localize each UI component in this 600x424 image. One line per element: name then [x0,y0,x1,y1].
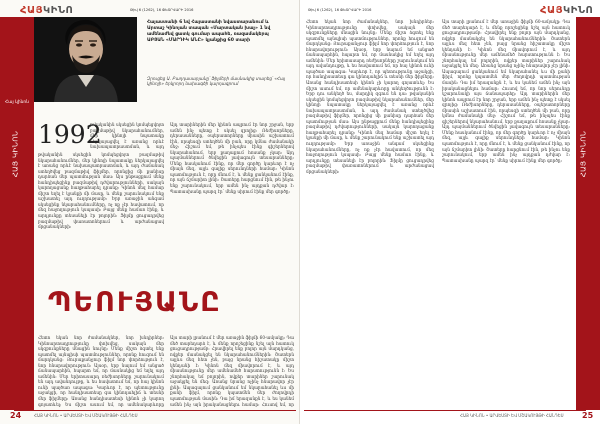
column-3 [306,19,434,407]
footer-text-left: ՀԱՅ ԿԻՆՈՆ • ԱՐՎԵՍՏԻ ԵՎ ՄՇԱԿՈՒՅԹԻ ՀԱՆԴԵՍ [34,413,138,418]
column-1-text: թվականին սկսեցին կոմպեցվոյտ բազմաթիվ նկարահանումներ, մեր կինոյի նպատակը ներկայացվել է առանց որևէ նախապատրաստման, և այդ ժամանակ ստեղծվեց բազմաթիվ ֆիլմեր, որոնցից մի քանիսը դարձան մեր պատմության մաս։ Այս ընթացքում մենք հանդիպեցինք բազմաթիվ դժվարությունների, սակայն կարողացանք հաղթահարել դրանք։ Կինոն մեզ համար միշտ եղել է կյանքի մի մասը, և մենք շարունակում ենք աշխատել այդ ուղղությամբ։ Երբ առաջին անգամ սկսեցինք նկարահանումները, ոչ ոք չէր հավատում, որ մեզ հաջողություն կսպասի։ Բայց մենք համառ էինք, և արդյունքը տեսանելի էր բոլորին։ Ֆիլմը ցուցադրվեց բազմաթիվ փառատոներում և արժանացավ մրցանակների։ [38,152,164,230]
left-vertical-label: ՀԱՅ ԿԻՆՈՆ [11,130,20,178]
footer-text-right: ՀԱՅ ԿԻՆՈՆ • ԱՐՎԵՍՏԻ ԵՎ ՄՇԱԿՈՒՅԹԻ ՀԱՆԴԵՍ [460,413,564,418]
column-2-bottom-text: Այս տարի լրանում է մեր առաջին ֆիլմի 60-ամյակը։ Դա մեծ տարեդարձ է, և մենք որոշեցինք նշել այն հատուկ ցուցադրությամբ։ Հրավիրել ենք բոլոր այն մարդկանց, ովքեր մասնակցել են նկարահանումներին։ Շատերն այլևս մեզ հետ չեն, բայց նրանց հիշատակը միշտ կենդանի է։ Կինոն մեզ միավորում է, և այդ միասնությունը մեր ամենամեծ հարստությունն է։ Ես շնորհակալ եմ բոլորին, ովքեր տարիներ շարունակ աջակցել են մեզ։ Առանց նրանց ոչինչ հնարավոր չէր լինի։ Ապագայում ցանկանում եմ նկարահանել ևս մի քանի ֆիլմ, որոնք կպատմեն մեր ժողովրդի պատմության մասին։ Դա իմ երազանքն է, և ես կանեմ ամեն ինչ այն իրականացնելու համար։ Հուսով եմ, որ [170,335,294,407]
column-3-text: Հետո եկան նոր ժամանակներ, նոր խնդիրներ։ Կինոարտադրությունը փոխվեց, սակայն մեր սկզբունքները մնացին նույնը։ Մենք միշտ ձգտել ենք պատմել այնպիսի պատմություններ, որոնք հուզում են մարդկանց։ Յուրաքանչյուր ֆիլմ նոր փորձություն է, նոր հնարավորություն։ Այսօր, երբ նայում եմ անցած ճանապարհին, հպարտ եմ, որ մասնակից եմ եղել այդ ամենին։ Մեր երիտասարդ ռեժիսորները շարունակում են այդ ավանդույթը, և ես հավատում եմ, որ հայ կինոն ունի պայծառ ապագա։ Կարևոր է, որ պետությունը աջակցի, որ հանդիսատեսը գա կինոդահլիճ և տեսնի մեր ֆիլմերը։ Առանց հանդիսատեսի կինոն չի կարող գոյատևել։ Ես միշտ ասում եմ, որ ամենակարևորը անկեղծությունն է։ Երբ դու անկեղծ ես, մարդիկ զգում են դա։ [306,19,434,97]
masthead-left [20,5,73,16]
column-3-text-cont: թվականին սկսեցին կոմպեցվոյտ բազմաթիվ նկարահանումներ, մեր կինոյի նպատակը ներկայացվել է առանց որևէ նախապատրաստման, և այդ ժամանակ ստեղծվեց բազմաթիվ ֆիլմեր, որոնցից մի քանիսը դարձան մեր պատմության մաս։ Այս ընթացքում մենք հանդիպեցինք բազմաթիվ դժվարությունների, սակայն կարողացանք հաղթահարել դրանք։ Կինոն մեզ համար միշտ եղել է կյանքի մի մասը, և մենք շարունակում ենք աշխատել այդ ուղղությամբ։ Երբ առաջին անգամ սկսեցինք նկարահանումները, ոչ ոք չէր հավատում, որ մեզ հաջողություն կսպասի։ Բայց մենք համառ էինք, և արդյունքը տեսանելի էր բոլորին։ Ֆիլմը ցուցադրվեց բազմաթիվ փառատոներում և արժանացավ մրցանակների։ [306,91,434,174]
column-2-bottom [170,335,294,407]
footer-rule-left [14,410,296,411]
article-intro: Հայաստանի 6 նվ Հայաստանի նվաստարանում և Արտաշ Կինոյան տապան «Մարտական խաչ» 1 նվ ամենաժնվ ցատկ գումար ապահե, ռազամակերպ ԱԲՑԱՆ «ՄԱՐԴԻԿ ԱՆԸ» կյանքից 60 տարի [147,20,271,43]
column-1 [38,152,164,280]
column-1-bottom-text: Հետո եկան նոր ժամանակներ, նոր խնդիրներ։ Կինոարտադրությունը փոխվեց, սակայն մեր սկզբունքները մնացին նույնը։ Մենք միշտ ձգտել ենք պատմել այնպիսի պատմություններ, որոնք հուզում են մարդկանց։ Յուրաքանչյուր ֆիլմ նոր փորձություն է, նոր հնարավորություն։ Այսօր, երբ նայում եմ անցած ճանապարհին, հպարտ եմ, որ մասնակից եմ եղել այդ ամենին։ Մեր երիտասարդ ռեժիսորները շարունակում են այդ ավանդույթը, և ես հավատում եմ, որ հայ կինոն ունի պայծառ ապագա։ Կարևոր է, որ պետությունը աջակցի, որ հանդիսատեսը գա կինոդահլիճ և տեսնի մեր ֆիլմերը։ Առանց հանդիսատեսի կինոն չի կարող գոյատևել։ Ես միշտ ասում եմ, որ ամենակարևորը [38,335,164,407]
masthead-right-part1: ՀԱՅ [540,5,564,16]
masthead-right-part2: ԿԻՆՈ [563,5,594,16]
article-headline: ՊԵՈՒՅԱՆԸ [48,287,222,318]
masthead-left-part1: ՀԱՅ [20,5,44,16]
right-page [300,0,600,424]
portrait-illustration [34,17,137,102]
column-2-text: Այդ տարիներին մեր կինոն ապրում էր նոր շրջան, երբ ամեն ինչ պետք է սկսել զրոյից։ Ռեժիսորները, դերասանները, օպերատորները միասին աշխատում էին, որպեսզի ստեղծեն մի բան, որը կմնա ժամանակի մեջ։ Հիշում եմ, թե ինչպես էինք գիշերներով նկարահանում, երբ քաղաքում հոսանք չկար։ Այդ պայմաններում ծնվեցին լավագույն տեսարանները։ Մենք հասկանում էինք, որ մեր գործը կարևոր է ոչ միայն մեզ, այլև գալիք սերունդների համար։ Կինոն պատմություն է, որը մնում է, և մենք ցանկանում էինք, որ այն ճշմարիտ լինի։ Շատերը հարցնում էին, թե ինչու ենք շարունակում, երբ ամեն ինչ այդքան դժվար է։ Պատասխանը պարզ էր՝ մենք սիրում էինք մեր գործը։ [170,122,294,194]
left-red-band [0,17,34,410]
column-1-lead [90,122,164,150]
masthead-left-part2: ԿԻՆՈ [43,5,74,16]
footer-rule-right [304,410,586,411]
article-credits: Զրուցեց Ա. Բաղդասարյանը՝ Ֆիլմերի մասնակից տարեց՝ «Հայ կինոյի» երկրորդ նախագծի կարդագրում [147,76,286,87]
column-4-text-cont: Այդ տարիներին մեր կինոն ապրում էր նոր շրջան, երբ ամեն ինչ պետք է սկսել զրոյից։ Ռեժիսորները, դերասանները, օպերատորները միասին աշխատում էին, որպեսզի ստեղծեն մի բան, որը կմնա ժամանակի մեջ։ Հիշում եմ, թե ինչպես էինք գիշերներով նկարահանում, երբ քաղաքում հոսանք չկար։ Այդ պայմաններում ծնվեցին լավագույն տեսարանները։ Մենք հասկանում էինք, որ մեր գործը կարևոր է ոչ միայն մեզ, այլև գալիք սերունդների համար։ Կինոն պատմություն է, որը մնում է, և մենք ցանկանում էինք, որ այն ճշմարիտ լինի։ Շատերը հարցնում էին, թե ինչու ենք շարունակում, երբ ամեն ինչ այդքան դժվար է։ Պատասխանը պարզ էր՝ մենք սիրում էինք մեր գործը։ [442,91,570,163]
right-vertical-label: ՀԱՅ ԿԻՆՈՆ [579,130,588,178]
page-number-right: 25 [582,411,594,420]
right-red-band [576,17,600,410]
photo-caption: Հայ կինոն [5,100,29,105]
masthead-right [540,5,593,16]
issue-info-left: Թիվ 6 (1262), 16 ՓԵՏՐՎԱՐԻ 2016 [130,8,194,12]
column-1-lead-text: թվականին սկսեցին կոմպեցվոյտ բազմաթիվ նկարահանումներ, մեր կինոյի նպատակը ներկայացվել է առանց որևէ նախապատրաստման, և այդ [90,122,164,150]
portrait-photo [34,17,137,102]
column-2 [170,122,294,280]
issue-info-right: Թիվ 6 (1262), 16 ՓԵՏՐՎԱՐԻ 2016 [308,8,372,12]
column-4-text: Այս տարի լրանում է մեր առաջին ֆիլմի 60-ամյակը։ Դա մեծ տարեդարձ է, և մենք որոշեցինք նշել այն հատուկ ցուցադրությամբ։ Հրավիրել ենք բոլոր այն մարդկանց, ովքեր մասնակցել են նկարահանումներին։ Շատերն այլևս մեզ հետ չեն, բայց նրանց հիշատակը միշտ կենդանի է։ Կինոն մեզ միավորում է, և այդ միասնությունը մեր ամենամեծ հարստությունն է։ Ես շնորհակալ եմ բոլորին, ովքեր տարիներ շարունակ աջակցել են մեզ։ Առանց նրանց ոչինչ հնարավոր չէր լինի։ Ապագայում ցանկանում եմ նկարահանել ևս մի քանի ֆիլմ, որոնք կպատմեն մեր ժողովրդի պատմության մասին։ Դա իմ երազանքն է, և ես կանեմ ամեն ինչ այն իրականացնելու համար։ Հուսով եմ, որ նոր սերունդը կշարունակի այս ճանապարհը։ [442,19,570,97]
column-4 [442,19,570,407]
drop-year: 1992 [38,120,102,149]
column-1-bottom [38,335,164,407]
page-number-left: 24 [10,411,22,420]
